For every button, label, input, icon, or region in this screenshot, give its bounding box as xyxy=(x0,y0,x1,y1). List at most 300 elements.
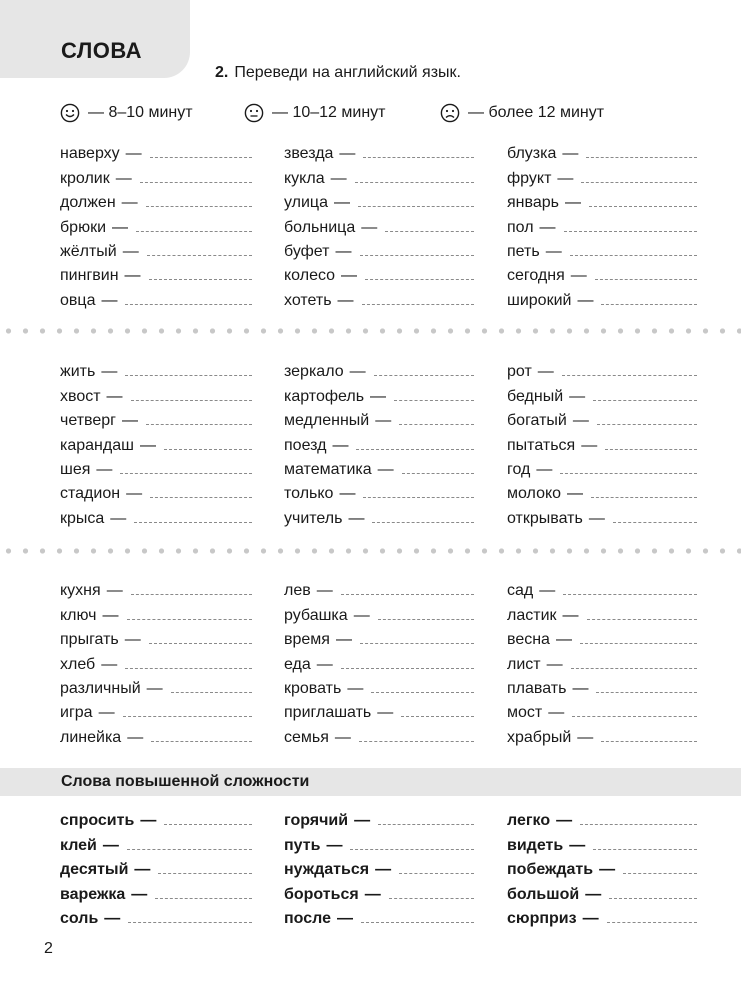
word-label: звезда xyxy=(284,145,334,163)
dash: — xyxy=(332,436,349,454)
word-row xyxy=(284,625,474,649)
answer-blank[interactable] xyxy=(596,692,697,693)
word-label: хотеть xyxy=(284,291,332,309)
dash: — xyxy=(339,145,356,163)
word-label: должен xyxy=(60,194,116,212)
dash: — xyxy=(375,861,392,879)
sad-face-icon xyxy=(440,103,460,123)
word-row xyxy=(507,600,697,624)
answer-blank[interactable] xyxy=(402,473,474,474)
dash: — xyxy=(564,194,581,212)
answer-blank[interactable] xyxy=(597,424,697,425)
dash: — xyxy=(134,861,151,879)
dash: — xyxy=(588,509,605,527)
answer-blank[interactable] xyxy=(580,824,697,825)
answer-blank[interactable] xyxy=(570,255,697,256)
dash: — xyxy=(562,145,579,163)
answer-blank[interactable] xyxy=(374,375,474,376)
dash: — xyxy=(361,218,378,236)
word-row xyxy=(284,430,474,454)
dash: — xyxy=(557,169,574,187)
word-label: сюрприз xyxy=(507,909,577,927)
answer-blank[interactable] xyxy=(120,473,252,474)
word-row xyxy=(507,855,697,879)
word-row xyxy=(284,285,474,309)
word-row xyxy=(60,674,252,698)
word-row xyxy=(284,357,474,381)
word-row xyxy=(507,625,697,649)
dash: — xyxy=(96,460,113,478)
answer-blank[interactable] xyxy=(149,279,252,280)
answer-blank[interactable] xyxy=(564,231,697,232)
block-2-col-3 xyxy=(507,357,697,528)
word-row xyxy=(507,261,697,285)
answer-blank[interactable] xyxy=(563,594,697,595)
block-1-col-1 xyxy=(60,139,252,310)
answer-blank[interactable] xyxy=(149,643,252,644)
section-title: СЛОВА xyxy=(61,38,143,63)
word-label: храбрый xyxy=(507,728,572,746)
dash: — xyxy=(555,631,572,649)
hard-words-title: Слова повышенной сложности xyxy=(61,773,310,790)
word-label: после xyxy=(284,909,331,927)
answer-blank[interactable] xyxy=(131,400,252,401)
word-label: соль xyxy=(60,909,99,927)
word-row xyxy=(284,600,474,624)
word-row xyxy=(60,237,252,261)
word-label: жить xyxy=(60,363,96,381)
word-row xyxy=(284,139,474,163)
word-row xyxy=(60,698,252,722)
word-label: ластик xyxy=(507,606,557,624)
block-3-col-2 xyxy=(284,576,474,747)
timing-fast xyxy=(60,103,193,123)
word-label: еда xyxy=(284,655,311,673)
dash: — xyxy=(104,909,121,927)
word-label: плавать xyxy=(507,679,567,697)
answer-blank[interactable] xyxy=(360,255,475,256)
word-label: рубашка xyxy=(284,606,348,624)
word-row xyxy=(60,381,252,405)
word-label: различный xyxy=(60,679,141,697)
dash: — xyxy=(582,909,599,927)
word-row xyxy=(60,879,252,903)
answer-blank[interactable] xyxy=(128,922,252,923)
timing-medium-label: — 10–12 минут xyxy=(272,104,386,121)
answer-blank[interactable] xyxy=(358,206,474,207)
word-row xyxy=(60,806,252,830)
word-label: овца xyxy=(60,291,96,309)
word-row xyxy=(284,855,474,879)
word-label: ключ xyxy=(60,606,97,624)
neutral-face-icon xyxy=(244,103,264,123)
answer-blank[interactable] xyxy=(572,716,697,717)
word-row xyxy=(60,455,252,479)
dash: — xyxy=(316,655,333,673)
word-label: приглашать xyxy=(284,704,372,722)
word-row xyxy=(507,406,697,430)
word-row xyxy=(507,139,697,163)
answer-blank[interactable] xyxy=(127,849,252,850)
dash: — xyxy=(101,363,118,381)
word-row xyxy=(284,479,474,503)
answer-blank[interactable] xyxy=(593,400,697,401)
word-row xyxy=(284,503,474,527)
dash: — xyxy=(131,885,148,903)
dash: — xyxy=(115,169,132,187)
answer-blank[interactable] xyxy=(365,279,474,280)
dash: — xyxy=(127,728,144,746)
answer-blank[interactable] xyxy=(164,824,252,825)
word-label: бороться xyxy=(284,885,359,903)
word-row xyxy=(60,855,252,879)
word-label: пингвин xyxy=(60,267,119,285)
word-row xyxy=(284,830,474,854)
dash: — xyxy=(354,812,371,830)
answer-blank[interactable] xyxy=(171,692,252,693)
word-label: кролик xyxy=(60,169,110,187)
dash: — xyxy=(572,679,589,697)
dash: — xyxy=(599,861,616,879)
word-label: рот xyxy=(507,363,532,381)
word-label: колесо xyxy=(284,267,336,285)
dash: — xyxy=(146,679,163,697)
answer-blank[interactable] xyxy=(601,741,697,742)
word-row xyxy=(284,698,474,722)
dash: — xyxy=(125,145,142,163)
word-row xyxy=(60,600,252,624)
answer-blank[interactable] xyxy=(147,255,252,256)
answer-blank[interactable] xyxy=(394,400,474,401)
word-label: только xyxy=(284,485,334,503)
page-number: 2 xyxy=(44,940,53,957)
word-label: зеркало xyxy=(284,363,344,381)
word-row xyxy=(507,188,697,212)
dash: — xyxy=(102,836,119,854)
answer-blank[interactable] xyxy=(389,898,474,899)
answer-blank[interactable] xyxy=(363,497,474,498)
word-label: клей xyxy=(60,836,97,854)
answer-blank[interactable] xyxy=(146,206,252,207)
dash: — xyxy=(537,363,554,381)
word-row xyxy=(60,163,252,187)
answer-blank[interactable] xyxy=(151,741,252,742)
dash: — xyxy=(569,387,586,405)
dash: — xyxy=(569,836,586,854)
dash: — xyxy=(348,509,365,527)
word-label: горячий xyxy=(284,812,349,830)
word-row xyxy=(507,357,697,381)
word-label: открывать xyxy=(507,509,583,527)
word-label: кровать xyxy=(284,679,342,697)
answer-blank[interactable] xyxy=(399,873,474,874)
dash: — xyxy=(581,436,598,454)
dash: — xyxy=(341,267,358,285)
answer-blank[interactable] xyxy=(155,898,252,899)
answer-blank[interactable] xyxy=(607,922,697,923)
hard-col-2 xyxy=(284,806,474,928)
word-label: десятый xyxy=(60,861,129,879)
answer-blank[interactable] xyxy=(623,873,697,874)
word-label: мост xyxy=(507,704,543,722)
word-label: лев xyxy=(284,582,311,600)
word-row xyxy=(284,237,474,261)
dash: — xyxy=(546,655,563,673)
dash: — xyxy=(316,582,333,600)
word-label: лист xyxy=(507,655,541,673)
answer-blank[interactable] xyxy=(580,643,697,644)
word-row xyxy=(60,479,252,503)
word-label: петь xyxy=(507,242,540,260)
answer-blank[interactable] xyxy=(587,619,698,620)
dash: — xyxy=(577,291,594,309)
word-label: линейка xyxy=(60,728,122,746)
word-label: брюки xyxy=(60,218,106,236)
answer-blank[interactable] xyxy=(586,157,697,158)
word-row xyxy=(284,212,474,236)
word-row xyxy=(507,698,697,722)
word-row xyxy=(284,649,474,673)
word-row xyxy=(507,479,697,503)
answer-blank[interactable] xyxy=(401,716,474,717)
answer-blank[interactable] xyxy=(125,668,252,669)
timing-medium xyxy=(244,103,385,123)
word-row xyxy=(507,455,697,479)
word-label: молоко xyxy=(507,485,562,503)
answer-blank[interactable] xyxy=(136,231,252,232)
word-label: спросить xyxy=(60,812,135,830)
timing-slow-label: — более 12 минут xyxy=(468,104,605,121)
word-label: наверху xyxy=(60,145,120,163)
dash: — xyxy=(121,412,138,430)
dash: — xyxy=(572,412,589,430)
dash: — xyxy=(101,291,118,309)
word-row xyxy=(60,625,252,649)
dash: — xyxy=(339,485,356,503)
dash: — xyxy=(349,363,366,381)
word-label: год xyxy=(507,460,531,478)
answer-blank[interactable] xyxy=(131,594,252,595)
word-label: побеждать xyxy=(507,861,594,879)
word-row xyxy=(60,406,252,430)
word-row xyxy=(284,722,474,746)
word-label: четверг xyxy=(60,412,116,430)
word-label: стадион xyxy=(60,485,121,503)
answer-blank[interactable] xyxy=(341,594,474,595)
answer-blank[interactable] xyxy=(609,898,697,899)
word-row xyxy=(60,188,252,212)
word-row xyxy=(60,212,252,236)
word-label: весна xyxy=(507,631,550,649)
answer-blank[interactable] xyxy=(164,449,252,450)
word-row xyxy=(507,381,697,405)
answer-blank[interactable] xyxy=(360,643,474,644)
hard-col-3 xyxy=(507,806,697,928)
answer-blank[interactable] xyxy=(613,522,697,523)
word-row xyxy=(507,163,697,187)
answer-blank[interactable] xyxy=(150,157,252,158)
answer-blank[interactable] xyxy=(140,182,252,183)
dash: — xyxy=(335,242,352,260)
answer-blank[interactable] xyxy=(371,692,474,693)
word-label: бедный xyxy=(507,387,564,405)
answer-blank[interactable] xyxy=(372,522,474,523)
word-row xyxy=(507,503,697,527)
dash: — xyxy=(335,631,352,649)
word-row xyxy=(507,674,697,698)
word-label: хвост xyxy=(60,387,101,405)
word-row xyxy=(60,904,252,928)
answer-blank[interactable] xyxy=(593,849,697,850)
answer-blank[interactable] xyxy=(362,304,474,305)
dash: — xyxy=(539,218,556,236)
answer-blank[interactable] xyxy=(378,619,474,620)
dash: — xyxy=(375,412,392,430)
word-label: широкий xyxy=(507,291,572,309)
dotted-divider-1 xyxy=(0,328,741,334)
word-label: легко xyxy=(507,812,551,830)
word-label: сад xyxy=(507,582,534,600)
answer-blank[interactable] xyxy=(562,375,697,376)
word-label: игра xyxy=(60,704,93,722)
word-label: кукла xyxy=(284,169,325,187)
answer-blank[interactable] xyxy=(560,473,697,474)
word-row xyxy=(507,806,697,830)
answer-blank[interactable] xyxy=(601,304,697,305)
dash: — xyxy=(347,679,364,697)
answer-blank[interactable] xyxy=(134,522,252,523)
answer-blank[interactable] xyxy=(363,157,474,158)
dash: — xyxy=(101,655,118,673)
dash: — xyxy=(377,460,394,478)
dash: — xyxy=(577,728,594,746)
answer-blank[interactable] xyxy=(581,182,697,183)
dash: — xyxy=(545,242,562,260)
word-label: карандаш xyxy=(60,436,134,454)
word-row xyxy=(284,806,474,830)
word-row xyxy=(284,261,474,285)
dash: — xyxy=(334,728,351,746)
word-row xyxy=(60,830,252,854)
answer-blank[interactable] xyxy=(158,873,252,874)
answer-blank[interactable] xyxy=(378,824,474,825)
word-row xyxy=(507,904,697,928)
word-row xyxy=(284,674,474,698)
timing-fast-label: — 8–10 минут xyxy=(88,104,193,121)
answer-blank[interactable] xyxy=(127,619,253,620)
word-row xyxy=(60,576,252,600)
dash: — xyxy=(139,436,156,454)
dash: — xyxy=(106,582,123,600)
dash: — xyxy=(377,704,394,722)
word-label: большой xyxy=(507,885,580,903)
word-label: больница xyxy=(284,218,356,236)
answer-blank[interactable] xyxy=(595,279,697,280)
block-2-col-2 xyxy=(284,357,474,528)
block-3-col-3 xyxy=(507,576,697,747)
dash: — xyxy=(326,836,343,854)
word-label: богатый xyxy=(507,412,567,430)
word-label: нуждаться xyxy=(284,861,370,879)
word-row xyxy=(284,576,474,600)
word-row xyxy=(284,381,474,405)
word-label: фрукт xyxy=(507,169,552,187)
word-row xyxy=(284,406,474,430)
answer-blank[interactable] xyxy=(361,922,474,923)
dash: — xyxy=(98,704,115,722)
word-label: буфет xyxy=(284,242,330,260)
dash: — xyxy=(556,812,573,830)
dash: — xyxy=(102,606,119,624)
answer-blank[interactable] xyxy=(150,497,252,498)
word-row xyxy=(60,649,252,673)
word-row xyxy=(507,722,697,746)
word-row xyxy=(60,139,252,163)
dash: — xyxy=(124,631,141,649)
block-3-col-1 xyxy=(60,576,252,747)
word-row xyxy=(507,576,697,600)
answer-blank[interactable] xyxy=(341,668,474,669)
dash: — xyxy=(536,460,553,478)
answer-blank[interactable] xyxy=(571,668,697,669)
dash: — xyxy=(562,606,579,624)
word-row xyxy=(507,430,697,454)
answer-blank[interactable] xyxy=(591,497,697,498)
answer-blank[interactable] xyxy=(399,424,474,425)
word-label: учитель xyxy=(284,509,343,527)
answer-blank[interactable] xyxy=(350,849,474,850)
word-label: математика xyxy=(284,460,372,478)
answer-blank[interactable] xyxy=(355,182,474,183)
answer-blank[interactable] xyxy=(356,449,474,450)
smile-face-icon xyxy=(60,103,80,123)
word-row xyxy=(60,285,252,309)
word-row xyxy=(60,357,252,381)
word-label: поезд xyxy=(284,436,327,454)
dash: — xyxy=(364,885,381,903)
answer-blank[interactable] xyxy=(123,716,252,717)
word-label: кухня xyxy=(60,582,101,600)
answer-blank[interactable] xyxy=(146,424,252,425)
answer-blank[interactable] xyxy=(589,206,697,207)
dash: — xyxy=(548,704,565,722)
word-row xyxy=(60,503,252,527)
answer-blank[interactable] xyxy=(385,231,474,232)
answer-blank[interactable] xyxy=(359,741,474,742)
dash: — xyxy=(570,267,587,285)
word-row xyxy=(284,455,474,479)
dash: — xyxy=(353,606,370,624)
answer-blank[interactable] xyxy=(605,449,697,450)
word-label: блузка xyxy=(507,145,557,163)
dash: — xyxy=(585,885,602,903)
word-label: жёлтый xyxy=(60,242,117,260)
word-label: варежка xyxy=(60,885,126,903)
answer-blank[interactable] xyxy=(125,304,252,305)
timing-slow xyxy=(440,103,604,123)
dash: — xyxy=(110,509,127,527)
word-row xyxy=(60,722,252,746)
word-label: шея xyxy=(60,460,91,478)
block-1-col-2 xyxy=(284,139,474,310)
word-label: улица xyxy=(284,194,328,212)
word-label: сегодня xyxy=(507,267,565,285)
task-text: Переведи на английский язык. xyxy=(234,64,461,81)
answer-blank[interactable] xyxy=(125,375,252,376)
dash: — xyxy=(122,242,139,260)
word-label: медленный xyxy=(284,412,370,430)
word-row xyxy=(507,649,697,673)
